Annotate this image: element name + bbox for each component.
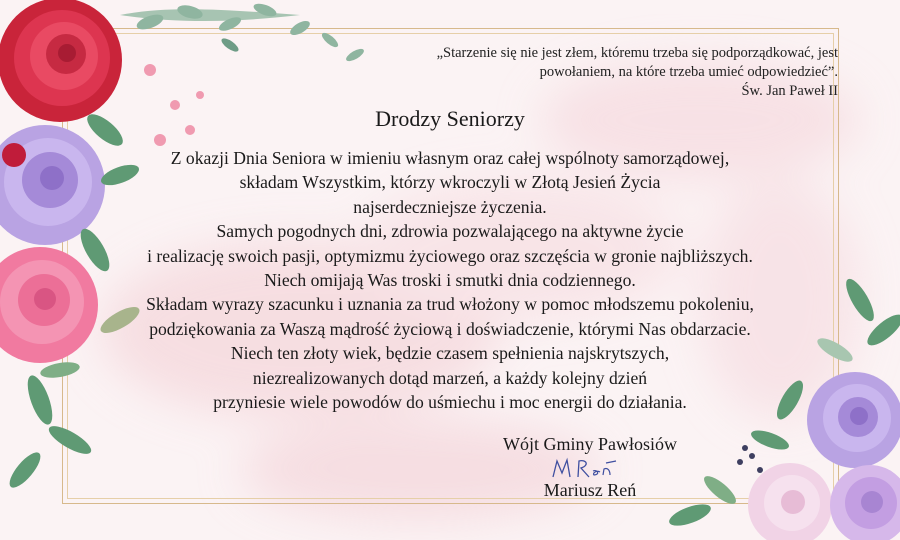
body-line: Samych pogodnych dni, zdrowia pozwalającego na aktywne życie — [216, 221, 684, 242]
body-line: składam Wszystkim, którzy wkroczyli w Złotą Jesień Życia — [239, 172, 661, 193]
body-line: Składam wyrazy szacunku i uznania za trud włożony w pomoc młodszemu pokoleniu, — [146, 294, 754, 315]
handwritten-signature — [548, 455, 628, 481]
body-line: Niech omijają Was troski i smutki dnia codziennego. — [264, 270, 636, 291]
body-line: przyniesie wiele powodów do uśmiechu i moc energii do działania. — [213, 392, 687, 413]
signatory-name: Mariusz Reń — [543, 480, 637, 500]
body-line: Niech ten złoty wiek, będzie czasem spełnienia najskrytszych, — [230, 343, 670, 364]
quote-line-2: powołaniem, na które trzeba umieć odpowiedzieć”. — [539, 64, 838, 80]
body-line: podziękowania za Waszą mądrość życiową i doświadczenie, którymi Nas obdarzacie. — [149, 318, 751, 339]
greeting-body — [60, 146, 840, 414]
greeting-title: Drodzy Seniorzy — [375, 106, 525, 131]
body-line: niezrealizowanych dotąd marzeń, a każdy kolejny dzień — [252, 367, 648, 388]
signatory-role: Wójt Gminy Pawłosiów — [503, 434, 677, 454]
body-line: najserdeczniejsze życzenia. — [353, 196, 547, 217]
quote-author: Św. Jan Paweł II — [741, 83, 838, 99]
body-line: i realizację swoich pasji, optymizmu życiowego oraz szczęścia w gronie najbliższych. — [147, 245, 753, 266]
quote-line-1: „Starzenie się nie jest złem, któremu trzeba się podporządkować, jest — [436, 45, 838, 61]
body-line: Z okazji Dnia Seniora w imieniu własnym oraz całej wspólnoty samorządowej, — [170, 148, 730, 168]
quote-block — [368, 44, 838, 101]
